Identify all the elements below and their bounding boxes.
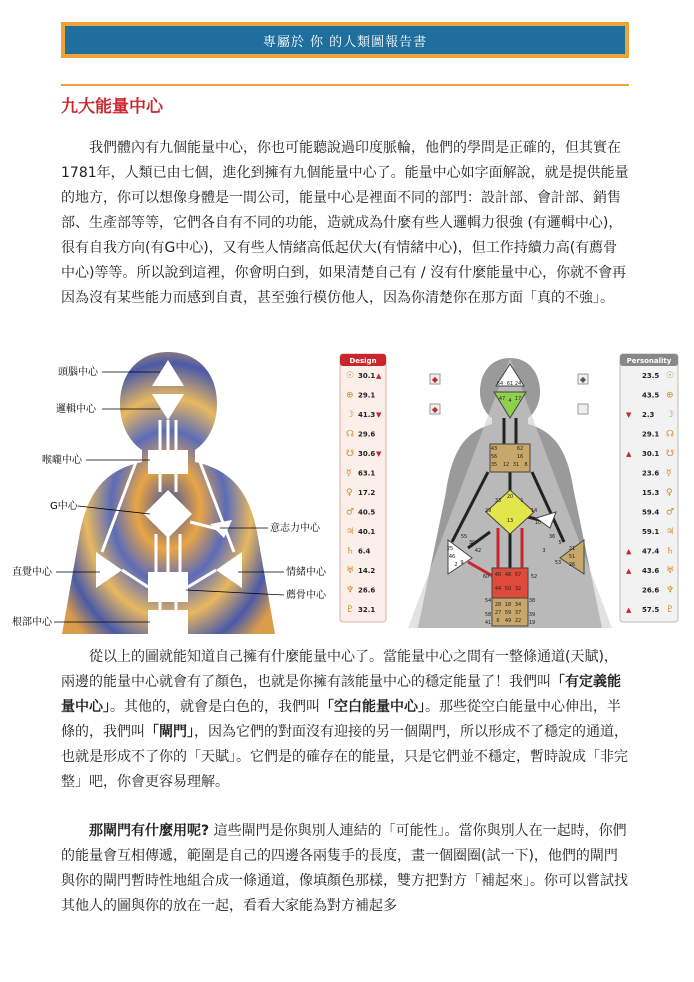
gate-number: 50 bbox=[504, 586, 512, 592]
gate-number: 1 bbox=[520, 498, 524, 504]
gate-number: 20 bbox=[506, 494, 514, 500]
gate-number: 4 bbox=[508, 398, 512, 404]
gate-number: 35 bbox=[490, 462, 498, 468]
planet-icon: ♂ bbox=[666, 507, 675, 518]
gate-number: 13 bbox=[506, 518, 514, 524]
personality-value: 23.5 bbox=[642, 372, 660, 380]
section-divider bbox=[61, 84, 629, 86]
design-value: 30.6 bbox=[358, 450, 376, 458]
gate-number: 49 bbox=[504, 618, 512, 624]
label-will-center: 意志力中心 bbox=[270, 523, 320, 534]
gate-number: 40 bbox=[494, 572, 502, 578]
gate-number: 12 bbox=[502, 462, 510, 468]
personality-value: 43.5 bbox=[642, 391, 660, 400]
gate-number: 43 bbox=[490, 446, 498, 452]
gate-number: 16 bbox=[516, 454, 524, 460]
personality-value: 2.3 bbox=[642, 411, 655, 419]
term-open-center: 「空白能量中心」 bbox=[320, 699, 425, 715]
planet-icon: ☉ bbox=[666, 371, 675, 381]
personality-value: 59.1 bbox=[642, 528, 660, 536]
gate-number: 58 bbox=[484, 612, 492, 618]
gate-number: 30 bbox=[468, 540, 476, 546]
gate-number: 34 bbox=[514, 602, 522, 608]
planet-icon: ♆ bbox=[666, 585, 675, 596]
gate-number: 29 bbox=[484, 508, 492, 514]
gate-number: 61 bbox=[506, 381, 514, 387]
term-gate: 「閘門」 bbox=[145, 724, 194, 740]
direction-mark: ▼ bbox=[376, 411, 382, 419]
gate-number: 41 bbox=[484, 620, 492, 626]
direction-mark: ▲ bbox=[626, 606, 632, 614]
root-center-shape bbox=[148, 610, 188, 634]
label-throat-center: 喉嚨中心 bbox=[42, 455, 82, 466]
gate-number: 56 bbox=[490, 454, 498, 460]
gate-number: 47 bbox=[498, 396, 506, 402]
gate-number: 55 bbox=[460, 534, 468, 540]
planet-icon: ♅ bbox=[666, 566, 675, 576]
gate-number: 51 bbox=[568, 554, 576, 560]
throat-center-shape bbox=[148, 450, 188, 474]
planet-icon: ⊕ bbox=[346, 390, 354, 401]
sacral-center-shape bbox=[148, 572, 188, 602]
planet-icon: ♂ bbox=[346, 507, 355, 518]
term-defined-center: 「有定義能量中心」 bbox=[61, 674, 621, 715]
gate-number: 9 bbox=[460, 560, 464, 566]
design-value: 30.1 bbox=[358, 372, 376, 380]
personality-value: 23.6 bbox=[642, 469, 660, 478]
planet-icon: ♅ bbox=[346, 566, 355, 576]
personality-value: 43.6 bbox=[642, 567, 660, 575]
gate-number: 42 bbox=[474, 548, 482, 554]
gate-number: 24 bbox=[514, 381, 522, 387]
personality-value: 57.5 bbox=[642, 606, 660, 614]
design-value: 17.2 bbox=[358, 489, 376, 497]
direction-mark: ▲ bbox=[626, 547, 632, 556]
planet-icon: ♄ bbox=[346, 546, 355, 557]
p2-tail: ，因為它們的對面沒有迎接的另一個閘門，所以形成不了穩定的通道，也就是形成不了你的「天賦」。它們是的確存在的能量，只是它們並不穩定，暫時說成「非完整」吧，你會更容易理解。 bbox=[61, 724, 628, 790]
design-value: 26.6 bbox=[358, 586, 376, 595]
gate-number: 57 bbox=[514, 572, 522, 578]
gates-question: 那閘門有什麼用呢? bbox=[89, 823, 210, 839]
planet-icon: ♇ bbox=[666, 605, 675, 615]
gate-number: 38 bbox=[528, 598, 536, 604]
personality-value: 26.6 bbox=[642, 586, 660, 595]
personality-value: 30.1 bbox=[642, 450, 660, 458]
gate-number: 19 bbox=[528, 620, 536, 626]
gate-number: 48 bbox=[504, 572, 512, 578]
gate-number: 14 bbox=[530, 508, 538, 514]
gate-number: 37 bbox=[514, 610, 522, 616]
direction-mark: ▲ bbox=[376, 372, 382, 380]
label-root-center: 根部中心 bbox=[12, 617, 52, 628]
gate-number: 53 bbox=[554, 560, 562, 566]
design-value: 29.1 bbox=[358, 391, 376, 400]
label-sacral-center: 薦骨中心 bbox=[286, 590, 326, 601]
arrow-icon: ◆ bbox=[431, 375, 439, 384]
p2-mid2: 。那些從空白能量中心伸出，半條的，我們叫 bbox=[61, 699, 621, 740]
planet-icon: ☿ bbox=[346, 468, 352, 479]
gate-number: 17 bbox=[514, 396, 522, 402]
intro-text: 我們體內有九個能量中心，你也可能聽說過印度脈輪，他們的學問是正確的，但其實在1781年，人類已由七個，進化到擁有九個能量中心了。能量中心如字面解說，就是提供能量的地方，你可以想像身體是一間公司，能量中心是裡面不同的部門：設計部、會計部、銷售部、生產部等等，它們各自有不同的功能，造就成為什麼有些人邏輯力很強 (有邏輯中心)，很有自我方向(有G中心)，又有些人情緒高低起伏大(有情緒中心)，但工作持續力高(有薦骨中心)等等。所以說到這裡，你會明白到，如果清楚自己有 / 沒有什麼能量中心，你就不會再因為沒有某些能力而感到自責，甚至強行模仿他人，因為你清楚你在那方面「真的不強」。 bbox=[61, 140, 629, 306]
design-value: 29.6 bbox=[358, 430, 376, 439]
planet-icon: ☋ bbox=[666, 449, 674, 459]
design-value: 6.4 bbox=[358, 547, 371, 556]
planet-icon: ♆ bbox=[346, 585, 355, 596]
design-value: 41.3 bbox=[358, 411, 376, 419]
planet-icon: ♃ bbox=[666, 527, 675, 537]
gate-number: 18 bbox=[504, 602, 512, 608]
planet-icon: ♇ bbox=[346, 605, 355, 615]
planet-icon: ♀ bbox=[666, 488, 673, 498]
gate-number: 36 bbox=[548, 534, 556, 540]
planet-icon: ☽ bbox=[346, 410, 355, 420]
label-spleen-center: 直覺中心 bbox=[12, 567, 52, 578]
gate-number: 64 bbox=[496, 381, 504, 387]
planet-icon: ☊ bbox=[346, 429, 354, 440]
design-value: 63.1 bbox=[358, 469, 376, 478]
section-title: 九大能量中心 bbox=[61, 97, 163, 117]
planet-icon: ♀ bbox=[346, 488, 353, 498]
planet-icon: ♄ bbox=[666, 546, 675, 557]
design-value: 40.1 bbox=[358, 528, 376, 536]
gate-number: 31 bbox=[512, 462, 520, 468]
personality-value: 59.4 bbox=[642, 508, 660, 517]
gate-number: 32 bbox=[514, 586, 522, 592]
design-value: 32.1 bbox=[358, 606, 376, 614]
personality-value: 47.4 bbox=[642, 547, 660, 556]
planet-icon: ☋ bbox=[346, 449, 354, 459]
gate-number: 27 bbox=[494, 610, 502, 616]
planet-icon: ☽ bbox=[666, 410, 675, 420]
gate-number: 60 bbox=[482, 574, 490, 580]
gates-explanation: 這些閘門是你與別人連結的「可能性」。當你與別人在一起時，你們的能量會互相傳遞，範圍是自己的四邊各兩隻手的長度，畫一個圈圈(試一下)，他們的閘門與你的閘門暫時性地組合成一條通道，像填顏色那樣，雙方把對方「補起來」。你可以嘗試找其他人的圖與你的放在一起，看看大家能為對方補起多 bbox=[61, 823, 628, 914]
report-title: 專屬於 你 的人類圖報告書 bbox=[262, 34, 428, 50]
gate-number: 52 bbox=[530, 574, 538, 580]
planet-icon: ☿ bbox=[666, 468, 672, 479]
gate-number: 22 bbox=[514, 618, 522, 624]
design-value: 14.2 bbox=[358, 567, 376, 575]
label-g-center: G中心 bbox=[50, 501, 78, 512]
gate-number: 39 bbox=[528, 612, 536, 618]
personality-value: 15.3 bbox=[642, 489, 660, 497]
gate-number: 28 bbox=[494, 602, 502, 608]
gate-number: 6 bbox=[496, 618, 500, 624]
gate-number: 54 bbox=[484, 598, 492, 604]
personality-value: 29.1 bbox=[642, 430, 660, 439]
gate-number: 25 bbox=[446, 546, 454, 552]
p2-lead: 從以上的圖就能知道自己擁有什麼能量中心了。當能量中心之間有一整條通道(天賦)，兩邊的能量中心就會有了顏色，也就是你擁有該能量中心的穩定能量了！我們叫 bbox=[61, 649, 618, 690]
design-title: Design bbox=[349, 357, 377, 365]
centers-body-figure bbox=[10, 352, 328, 634]
direction-mark: ▼ bbox=[626, 411, 632, 419]
paragraph-gates-use bbox=[61, 819, 629, 919]
paragraph-defined-centers bbox=[61, 645, 629, 795]
label-head-center: 頭腦中心 bbox=[58, 367, 98, 378]
gate-number: 2 bbox=[454, 562, 458, 568]
gate-number: 21 bbox=[568, 546, 576, 552]
gate-number: 3 bbox=[542, 548, 546, 554]
gate-number: 62 bbox=[516, 446, 524, 452]
arrow-icon: ◆ bbox=[579, 375, 587, 384]
p2-mid1: 。其他的，就會是白色的，我們叫 bbox=[110, 699, 320, 715]
planet-icon: ☊ bbox=[666, 429, 674, 440]
design-value: 40.5 bbox=[358, 508, 376, 517]
gate-number: 10 bbox=[534, 520, 542, 526]
gate-number: 59 bbox=[504, 610, 512, 616]
bodygraph-chart-figure bbox=[338, 352, 682, 634]
gate-number: 8 bbox=[524, 462, 528, 468]
direction-mark: ▲ bbox=[626, 567, 632, 575]
intro-paragraph bbox=[61, 136, 629, 311]
direction-mark: ▲ bbox=[626, 450, 632, 458]
gate-number: 46 bbox=[448, 554, 456, 560]
gate-number: 26 bbox=[568, 562, 576, 568]
report-banner bbox=[61, 22, 629, 58]
direction-mark: ▼ bbox=[376, 450, 382, 458]
gate-number: 44 bbox=[494, 586, 502, 592]
planet-icon: ♃ bbox=[346, 527, 355, 537]
gate-number: 33 bbox=[494, 498, 502, 504]
personality-title: Personality bbox=[626, 357, 672, 365]
gate-number: 5 bbox=[558, 540, 562, 546]
planet-icon: ☉ bbox=[346, 371, 355, 381]
label-emotion-center: 情緒中心 bbox=[286, 567, 326, 578]
arrow-icon: ◆ bbox=[431, 405, 439, 414]
planet-icon: ⊕ bbox=[666, 390, 674, 401]
label-ajna-center: 邏輯中心 bbox=[56, 404, 96, 415]
